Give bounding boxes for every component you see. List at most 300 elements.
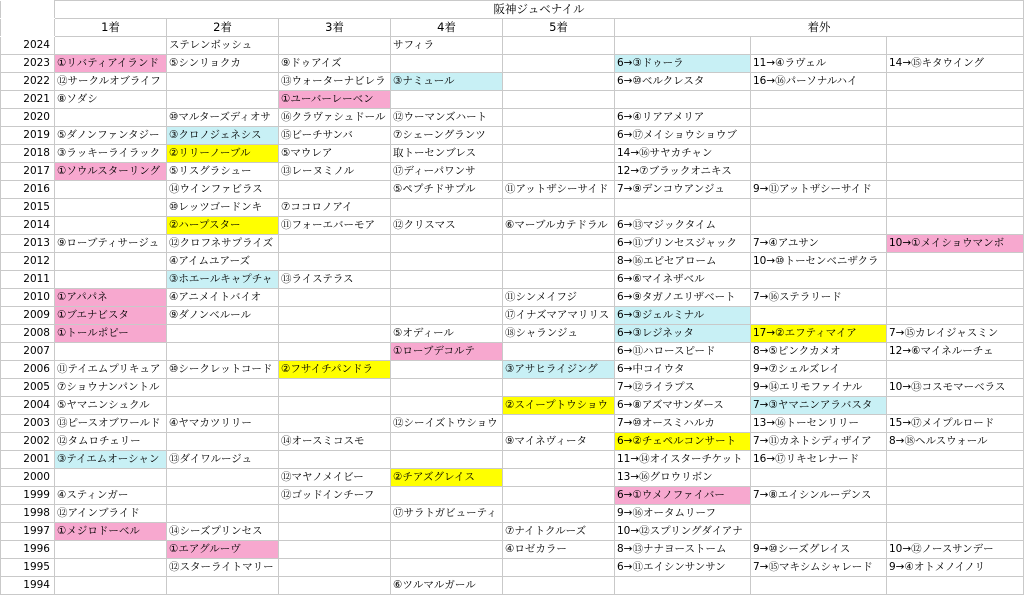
table-cell[interactable]: 7→⑨デンコウアンジュ — [615, 181, 751, 199]
header-3rd[interactable]: 3着 — [279, 19, 391, 37]
table-cell[interactable] — [751, 145, 887, 163]
table-cell[interactable] — [167, 487, 279, 505]
year-cell[interactable]: 2020 — [1, 109, 55, 127]
table-cell[interactable] — [503, 109, 615, 127]
table-cell[interactable] — [887, 307, 1024, 325]
table-cell[interactable]: ⑨ドゥアイズ — [279, 55, 391, 73]
table-cell[interactable] — [279, 37, 391, 55]
year-cell[interactable]: 1994 — [1, 577, 55, 595]
table-cell[interactable]: 6→③レジネッタ — [615, 325, 751, 343]
table-cell[interactable] — [751, 523, 887, 541]
table-cell[interactable] — [55, 577, 167, 595]
table-cell[interactable] — [887, 91, 1024, 109]
table-cell[interactable] — [615, 577, 751, 595]
table-cell[interactable]: 6→⑬マジックタイム — [615, 217, 751, 235]
table-cell[interactable]: ⑫マヤノメイビー — [279, 469, 391, 487]
table-cell[interactable]: 9→⑪アットザシーサイド — [751, 181, 887, 199]
table-cell[interactable]: 13→⑯グロウリボン — [615, 469, 751, 487]
table-cell[interactable] — [391, 235, 503, 253]
year-cell[interactable]: 2010 — [1, 289, 55, 307]
table-cell[interactable]: 7→⑯ステラリード — [751, 289, 887, 307]
table-cell[interactable] — [391, 307, 503, 325]
corner-cell — [1, 1, 55, 19]
table-cell[interactable]: 16→⑰リキセレナード — [751, 451, 887, 469]
table-cell[interactable] — [751, 199, 887, 217]
table-cell[interactable] — [391, 91, 503, 109]
table-cell[interactable] — [503, 415, 615, 433]
table-cell[interactable] — [887, 523, 1024, 541]
table-cell[interactable]: ③ラッキーライラック — [55, 145, 167, 163]
table-cell[interactable]: ⑫シーイズトウショウ — [391, 415, 503, 433]
table-cell[interactable] — [279, 343, 391, 361]
table-cell[interactable]: ⑤シンリョクカ — [167, 55, 279, 73]
table-cell[interactable] — [503, 73, 615, 91]
year-cell[interactable]: 1995 — [1, 559, 55, 577]
table-cell[interactable]: ⑫スターライトマリー — [167, 559, 279, 577]
table-cell[interactable]: 8→⑯エピセアローム — [615, 253, 751, 271]
table-cell[interactable]: 9→⑩シーズグレイス — [751, 541, 887, 559]
table-cell[interactable] — [167, 379, 279, 397]
table-cell[interactable] — [55, 217, 167, 235]
table-cell[interactable] — [615, 199, 751, 217]
table-cell[interactable]: ⑦ナイトクルーズ — [503, 523, 615, 541]
table-cell[interactable]: 10→⑩トーセンベニザクラ — [751, 253, 887, 271]
table-cell[interactable]: ⑪シンメイフジ — [503, 289, 615, 307]
table-cell[interactable] — [887, 271, 1024, 289]
table-cell[interactable] — [887, 469, 1024, 487]
table-cell[interactable] — [887, 253, 1024, 271]
table-cell[interactable]: 6→⑥マイネザベル — [615, 271, 751, 289]
header-4th[interactable]: 4着 — [391, 19, 503, 37]
table-cell[interactable]: ⑫ウーマンズハート — [391, 109, 503, 127]
table-cell[interactable] — [391, 451, 503, 469]
table-cell[interactable]: 7→⑫ライラプス — [615, 379, 751, 397]
table-cell[interactable]: 6→③ドゥーラ — [615, 55, 751, 73]
table-cell[interactable] — [391, 397, 503, 415]
table-cell[interactable]: ②リリーノーブル — [167, 145, 279, 163]
table-cell[interactable] — [751, 91, 887, 109]
table-cell[interactable]: 8→⑬ナナヨーストーム — [615, 541, 751, 559]
table-cell[interactable]: ⑤リスグラシュー — [167, 163, 279, 181]
table-cell[interactable] — [751, 307, 887, 325]
table-cell[interactable]: ⑰サラトガビューティ — [391, 505, 503, 523]
table-cell[interactable]: ①ブエナビスタ — [55, 307, 167, 325]
table-cell[interactable]: ⑫タムロチェリー — [55, 433, 167, 451]
table-cell[interactable]: 9→⑯オータムリーフ — [615, 505, 751, 523]
table-cell[interactable]: 7→④アユサン — [751, 235, 887, 253]
table-cell[interactable] — [167, 469, 279, 487]
year-cell[interactable]: 2003 — [1, 415, 55, 433]
table-cell[interactable]: ⑨ローブティサージュ — [55, 235, 167, 253]
table-cell[interactable] — [55, 253, 167, 271]
table-cell[interactable] — [887, 397, 1024, 415]
table-cell[interactable] — [887, 217, 1024, 235]
table-cell[interactable] — [751, 127, 887, 145]
table-cell[interactable]: ⑰イナズマアマリリス — [503, 307, 615, 325]
table-cell[interactable]: ⑫クロフネサプライズ — [167, 235, 279, 253]
table-cell[interactable] — [503, 379, 615, 397]
table-row — [1, 379, 1024, 397]
table-cell[interactable] — [503, 235, 615, 253]
year-cell[interactable]: 1997 — [1, 523, 55, 541]
year-cell[interactable]: 2016 — [1, 181, 55, 199]
year-cell[interactable]: 1999 — [1, 487, 55, 505]
table-cell[interactable]: ③ナミュール — [391, 73, 503, 91]
table-cell[interactable] — [751, 163, 887, 181]
header-1st[interactable]: 1着 — [55, 19, 167, 37]
table-cell[interactable]: ステレンボッシュ — [167, 37, 279, 55]
table-cell[interactable]: ①エアグルーヴ — [167, 541, 279, 559]
table-cell[interactable]: ⑭ウインファビラス — [167, 181, 279, 199]
table-cell[interactable]: 7→③ヤマニンアラバスタ — [751, 397, 887, 415]
table-cell[interactable] — [279, 289, 391, 307]
year-cell[interactable]: 1998 — [1, 505, 55, 523]
table-cell[interactable] — [391, 559, 503, 577]
table-cell[interactable] — [167, 577, 279, 595]
year-cell[interactable]: 2022 — [1, 73, 55, 91]
table-cell[interactable]: ⑪アットザシーサイド — [503, 181, 615, 199]
table-cell[interactable]: 10→⑬コスモマーベラス — [887, 379, 1024, 397]
table-cell[interactable] — [503, 577, 615, 595]
table-cell[interactable]: ⑤ダノンファンタジー — [55, 127, 167, 145]
table-cell[interactable] — [167, 325, 279, 343]
table-cell[interactable]: ②フサイチパンドラ — [279, 361, 391, 379]
table-cell[interactable]: ⑥ツルマルガール — [391, 577, 503, 595]
table-cell[interactable] — [887, 73, 1024, 91]
year-cell[interactable]: 2006 — [1, 361, 55, 379]
table-cell[interactable]: サフィラ — [391, 37, 503, 55]
table-cell[interactable]: ⑦ショウナンパントル — [55, 379, 167, 397]
table-cell[interactable] — [55, 199, 167, 217]
table-cell[interactable]: ②チアズグレイス — [391, 469, 503, 487]
table-cell[interactable] — [751, 505, 887, 523]
table-cell[interactable]: 6→①ウメノファイバー — [615, 487, 751, 505]
table-cell[interactable] — [503, 343, 615, 361]
table-row — [1, 343, 1024, 361]
table-cell[interactable]: 11→④ラヴェル — [751, 55, 887, 73]
table-cell[interactable] — [55, 559, 167, 577]
table-cell[interactable]: ④ヤマカツリリー — [167, 415, 279, 433]
table-cell[interactable] — [887, 163, 1024, 181]
table-cell[interactable]: 6→⑪ハロースピード — [615, 343, 751, 361]
table-cell[interactable]: 6→⑨タガノエリザベート — [615, 289, 751, 307]
table-cell[interactable]: 8→⑤ピンクカメオ — [751, 343, 887, 361]
table-cell[interactable]: ⑫アインブライド — [55, 505, 167, 523]
table-cell[interactable]: ①アパパネ — [55, 289, 167, 307]
table-cell[interactable] — [503, 127, 615, 145]
year-cell[interactable]: 2019 — [1, 127, 55, 145]
table-cell[interactable] — [887, 505, 1024, 523]
year-cell[interactable]: 2013 — [1, 235, 55, 253]
corner-cell — [1, 19, 55, 37]
table-cell[interactable]: ④ロゼカラー — [503, 541, 615, 559]
table-cell[interactable]: 7→⑩オースミハルカ — [615, 415, 751, 433]
table-cell[interactable]: 14→⑮キタウイング — [887, 55, 1024, 73]
table-cell[interactable] — [503, 469, 615, 487]
table-cell[interactable]: ⑫ゴッドインチーフ — [279, 487, 391, 505]
table-cell[interactable]: 7→⑮カレイジャスミン — [887, 325, 1024, 343]
year-cell[interactable]: 2021 — [1, 91, 55, 109]
table-cell[interactable]: ⑨マイネヴィータ — [503, 433, 615, 451]
table-cell[interactable]: ⑨ダノンベルール — [167, 307, 279, 325]
table-cell[interactable]: 6→④リアアメリア — [615, 109, 751, 127]
table-cell[interactable]: 8→⑱ヘルスウォール — [887, 433, 1024, 451]
table-cell[interactable] — [751, 271, 887, 289]
table-cell[interactable] — [391, 379, 503, 397]
table-cell[interactable]: 10→⑫スプリングダイアナ — [615, 523, 751, 541]
table-cell[interactable] — [167, 73, 279, 91]
table-cell[interactable]: 17→②エフティマイア — [751, 325, 887, 343]
table-cell[interactable]: ④アイムユアーズ — [167, 253, 279, 271]
table-cell[interactable]: 9→④オトメノイノリ — [887, 559, 1024, 577]
table-row — [1, 487, 1024, 505]
table-cell[interactable] — [55, 469, 167, 487]
table-cell[interactable] — [503, 199, 615, 217]
table-cell[interactable]: 6→中コイウタ — [615, 361, 751, 379]
year-cell[interactable]: 2014 — [1, 217, 55, 235]
year-cell[interactable]: 2000 — [1, 469, 55, 487]
year-cell[interactable]: 2015 — [1, 199, 55, 217]
year-cell[interactable]: 2008 — [1, 325, 55, 343]
table-cell[interactable]: 6→⑰メイショウショウブ — [615, 127, 751, 145]
table-cell[interactable] — [391, 271, 503, 289]
table-cell[interactable]: 12→⑦ブラックオニキス — [615, 163, 751, 181]
table-cell[interactable] — [887, 181, 1024, 199]
table-cell[interactable] — [503, 559, 615, 577]
table-cell[interactable] — [887, 37, 1024, 55]
table-cell[interactable] — [279, 397, 391, 415]
table-cell[interactable]: ⑬ダイワルージュ — [167, 451, 279, 469]
table-cell[interactable]: 15→⑰メイプルロード — [887, 415, 1024, 433]
table-cell[interactable] — [391, 55, 503, 73]
table-cell[interactable] — [887, 289, 1024, 307]
table-cell[interactable] — [55, 181, 167, 199]
table-cell[interactable]: 9→⑦シェルズレイ — [751, 361, 887, 379]
table-cell[interactable]: ①ユーバーレーベン — [279, 91, 391, 109]
table-cell[interactable]: 6→⑩ベルクレスタ — [615, 73, 751, 91]
table-cell[interactable] — [503, 253, 615, 271]
year-cell[interactable]: 2002 — [1, 433, 55, 451]
year-cell[interactable]: 2005 — [1, 379, 55, 397]
table-cell[interactable]: ③クロノジェネシス — [167, 127, 279, 145]
table-cell[interactable] — [391, 253, 503, 271]
table-cell[interactable] — [751, 217, 887, 235]
table-cell[interactable] — [391, 541, 503, 559]
table-cell[interactable]: ⑪テイエムプリキュア — [55, 361, 167, 379]
table-cell[interactable]: ④スティンガー — [55, 487, 167, 505]
table-row — [1, 307, 1024, 325]
table-cell[interactable] — [615, 91, 751, 109]
table-row — [1, 523, 1024, 541]
year-cell[interactable]: 2011 — [1, 271, 55, 289]
table-cell[interactable]: ①メジロドーベル — [55, 523, 167, 541]
table-cell[interactable] — [279, 253, 391, 271]
year-cell[interactable]: 2009 — [1, 307, 55, 325]
table-cell[interactable]: 6→⑪エイシンサンサン — [615, 559, 751, 577]
table-cell[interactable]: ③テイエムオーシャン — [55, 451, 167, 469]
table-cell[interactable] — [503, 271, 615, 289]
table-cell[interactable]: ③アサヒライジング — [503, 361, 615, 379]
table-cell[interactable]: ①ローブデコルテ — [391, 343, 503, 361]
year-cell[interactable]: 2004 — [1, 397, 55, 415]
table-cell[interactable] — [167, 343, 279, 361]
table-cell[interactable]: ⑭シーズプリンセス — [167, 523, 279, 541]
table-cell[interactable] — [167, 91, 279, 109]
table-cell[interactable] — [279, 577, 391, 595]
table-cell[interactable]: ⑦ココロノアイ — [279, 199, 391, 217]
table-cell[interactable] — [279, 451, 391, 469]
year-cell[interactable]: 2017 — [1, 163, 55, 181]
table-cell[interactable] — [751, 577, 887, 595]
table-cell[interactable]: ⑤オディール — [391, 325, 503, 343]
year-cell[interactable]: 2018 — [1, 145, 55, 163]
table-cell[interactable]: 16→⑯パーソナルハイ — [751, 73, 887, 91]
table-row — [1, 577, 1024, 595]
year-cell[interactable]: 1996 — [1, 541, 55, 559]
table-cell[interactable] — [503, 163, 615, 181]
year-cell[interactable]: 2024 — [1, 37, 55, 55]
table-cell[interactable] — [887, 577, 1024, 595]
table-cell[interactable] — [279, 505, 391, 523]
table-cell[interactable] — [167, 505, 279, 523]
table-cell[interactable]: ⑩シークレットコード — [167, 361, 279, 379]
table-cell[interactable]: 7→⑮マキシムシャレード — [751, 559, 887, 577]
table-cell[interactable]: ⑪フォーエバーモア — [279, 217, 391, 235]
table-cell[interactable]: 11→⑭オイスターチケット — [615, 451, 751, 469]
table-cell[interactable] — [503, 37, 615, 55]
table-cell[interactable] — [503, 487, 615, 505]
table-cell[interactable] — [391, 361, 503, 379]
table-cell[interactable]: 10→⑫ノースサンデー — [887, 541, 1024, 559]
table-cell[interactable]: ⑬ライステラス — [279, 271, 391, 289]
table-cell[interactable] — [279, 559, 391, 577]
table-row — [1, 325, 1024, 343]
table-cell[interactable] — [391, 487, 503, 505]
table-cell[interactable]: ⑮ビーチサンバ — [279, 127, 391, 145]
table-cell[interactable] — [279, 523, 391, 541]
table-cell[interactable]: 7→⑧エイシンルーデンス — [751, 487, 887, 505]
table-cell[interactable]: ⑧ソダシ — [55, 91, 167, 109]
table-cell[interactable]: ⑬ピースオブワールド — [55, 415, 167, 433]
table-cell[interactable]: ①トールポピー — [55, 325, 167, 343]
table-cell[interactable] — [391, 523, 503, 541]
header-unplaced[interactable]: 着外 — [615, 19, 1024, 37]
table-row — [1, 73, 1024, 91]
table-cell[interactable] — [391, 289, 503, 307]
table-cell[interactable] — [887, 199, 1024, 217]
table-cell[interactable]: ②ハープスター — [167, 217, 279, 235]
table-cell[interactable] — [503, 55, 615, 73]
table-cell[interactable] — [279, 541, 391, 559]
table-cell[interactable]: ⑫クリスマス — [391, 217, 503, 235]
year-cell[interactable]: 2007 — [1, 343, 55, 361]
table-cell[interactable]: 14→⑯サヤカチャン — [615, 145, 751, 163]
table-cell[interactable] — [391, 433, 503, 451]
table-cell[interactable] — [279, 325, 391, 343]
table-cell[interactable] — [55, 271, 167, 289]
table-cell[interactable] — [279, 379, 391, 397]
year-cell[interactable]: 2001 — [1, 451, 55, 469]
table-cell[interactable] — [55, 343, 167, 361]
table-cell[interactable] — [751, 469, 887, 487]
year-cell[interactable]: 2023 — [1, 55, 55, 73]
table-cell[interactable]: ⑱シャランジュ — [503, 325, 615, 343]
table-cell[interactable]: ⑫サークルオブライフ — [55, 73, 167, 91]
table-cell[interactable] — [279, 415, 391, 433]
table-cell[interactable] — [279, 235, 391, 253]
table-cell[interactable] — [503, 91, 615, 109]
table-cell[interactable]: 13→⑯トーセンリリー — [751, 415, 887, 433]
table-cell[interactable] — [279, 181, 391, 199]
table-cell[interactable]: ⑬レーヌミノル — [279, 163, 391, 181]
table-row — [1, 163, 1024, 181]
table-cell[interactable] — [167, 397, 279, 415]
table-cell[interactable]: 取トーセンブレス — [391, 145, 503, 163]
table-cell[interactable] — [887, 487, 1024, 505]
table-cell[interactable]: 7→⑪カネトシディザイア — [751, 433, 887, 451]
table-cell[interactable]: ⑬ウォーターナビレラ — [279, 73, 391, 91]
table-cell[interactable]: 12→⑥マイネルーチェ — [887, 343, 1024, 361]
table-cell[interactable]: ⑰ディーパワンサ — [391, 163, 503, 181]
table-cell[interactable] — [751, 109, 887, 127]
table-cell[interactable]: ⑯クラヴァシュドール — [279, 109, 391, 127]
table-cell[interactable]: 9→⑭エリモファイナル — [751, 379, 887, 397]
table-cell[interactable]: 6→⑧アズマサンダース — [615, 397, 751, 415]
table-cell[interactable]: ④アニメイトバイオ — [167, 289, 279, 307]
table-cell[interactable]: ⑭オースミコスモ — [279, 433, 391, 451]
table-cell[interactable] — [887, 451, 1024, 469]
header-5th[interactable]: 5着 — [503, 19, 615, 37]
header-2nd[interactable]: 2着 — [167, 19, 279, 37]
table-title[interactable]: 阪神ジュベナイル — [55, 1, 1024, 19]
table-cell[interactable] — [887, 109, 1024, 127]
table-cell[interactable]: ③ホエールキャプチャ — [167, 271, 279, 289]
table-cell[interactable]: ⑥マーブルカテドラル — [503, 217, 615, 235]
table-cell[interactable]: ②スイープトウショウ — [503, 397, 615, 415]
table-cell[interactable]: 6→③ジェルミナル — [615, 307, 751, 325]
table-row — [1, 109, 1024, 127]
table-cell[interactable]: ①リバティアイランド — [55, 55, 167, 73]
table-cell[interactable] — [503, 145, 615, 163]
table-cell[interactable] — [887, 127, 1024, 145]
table-cell[interactable]: ⑩マルターズディオサ — [167, 109, 279, 127]
table-cell[interactable]: ⑤ヤマニンシュクル — [55, 397, 167, 415]
table-cell[interactable] — [887, 361, 1024, 379]
table-cell[interactable] — [55, 109, 167, 127]
table-cell[interactable] — [503, 505, 615, 523]
table-cell[interactable]: 6→⑪プリンセスジャック — [615, 235, 751, 253]
table-cell[interactable] — [751, 37, 887, 55]
table-cell[interactable]: ⑤ペプチドサプル — [391, 181, 503, 199]
table-cell[interactable]: 6→②チェペルコンサート — [615, 433, 751, 451]
table-cell[interactable]: 10→①メイショウマンボ — [887, 235, 1024, 253]
table-cell[interactable]: ⑦シェーングランツ — [391, 127, 503, 145]
table-cell[interactable] — [615, 37, 751, 55]
table-cell[interactable]: ⑩レッツゴードンキ — [167, 199, 279, 217]
table-cell[interactable] — [55, 541, 167, 559]
table-row — [1, 433, 1024, 451]
table-cell[interactable] — [279, 307, 391, 325]
table-cell[interactable] — [887, 145, 1024, 163]
table-row — [1, 505, 1024, 523]
table-cell[interactable] — [55, 37, 167, 55]
table-cell[interactable] — [167, 433, 279, 451]
table-cell[interactable] — [391, 199, 503, 217]
year-cell[interactable]: 2012 — [1, 253, 55, 271]
table-cell[interactable]: ①ソウルスターリング — [55, 163, 167, 181]
table-cell[interactable] — [503, 451, 615, 469]
table-cell[interactable]: ⑤マウレア — [279, 145, 391, 163]
